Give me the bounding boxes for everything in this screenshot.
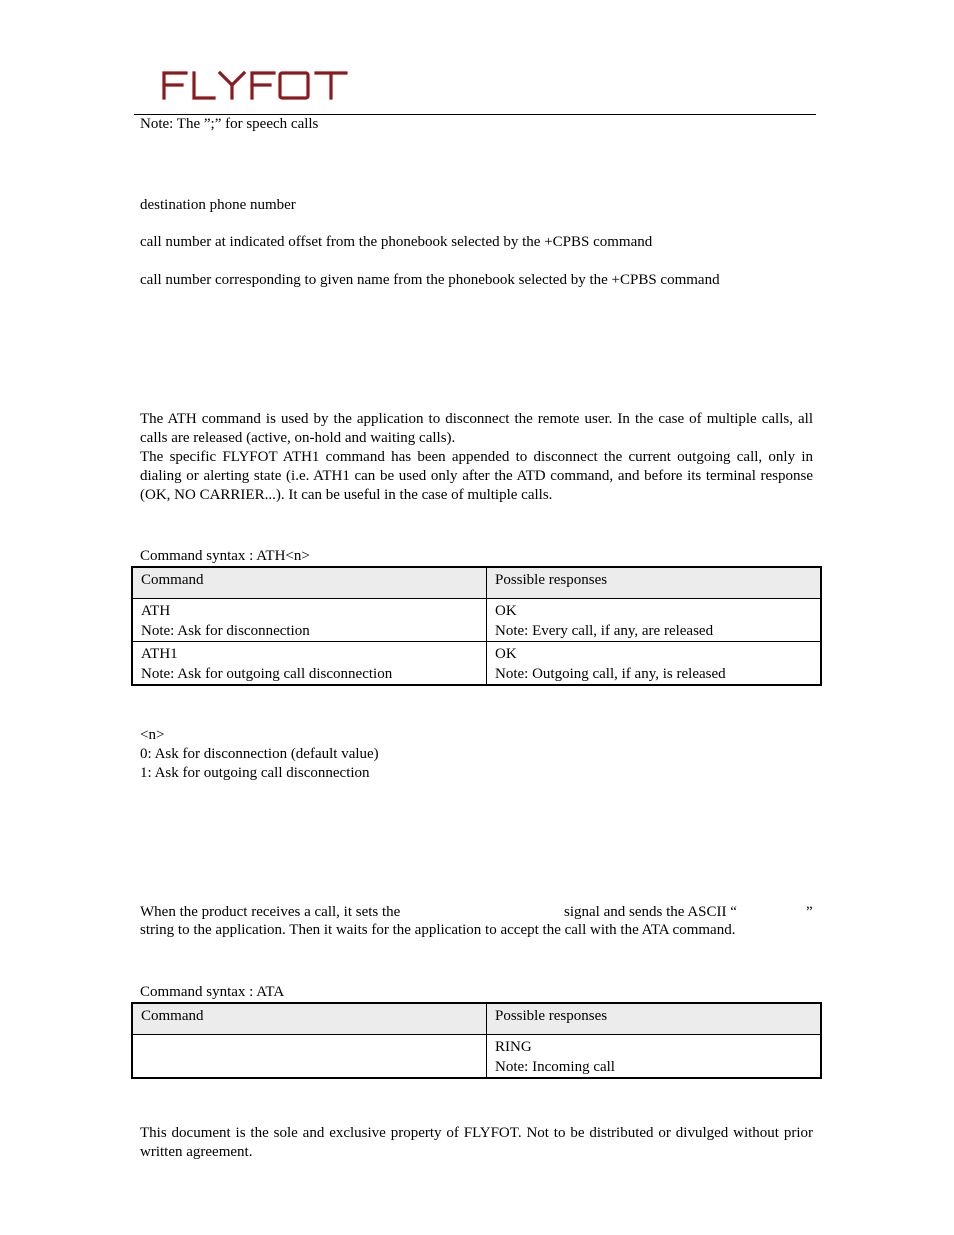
ata-syntax: Command syntax : ATA <box>140 984 285 1000</box>
table-header-row <box>132 567 821 599</box>
speech-call-note: Note: The ”;” for speech calls <box>140 116 319 132</box>
param-item-phonebook-offset: call number at indicated offset from the phonebook selected by the +CPBS command <box>140 234 653 250</box>
param-name: <n> <box>140 727 165 743</box>
command-text: ATH <box>141 603 171 619</box>
response-text: OK <box>495 646 517 662</box>
command-note: Note: Ask for outgoing call disconnection <box>141 666 393 682</box>
param-value-0: 0: Ask for disconnection (default value) <box>140 746 379 762</box>
command-cell <box>132 599 487 642</box>
param-value-1: 1: Ask for outgoing call disconnection <box>140 765 370 781</box>
response-text: OK <box>495 603 517 619</box>
header-responses: Possible responses <box>487 1003 822 1035</box>
table-row <box>132 642 821 686</box>
ata-sentence-part-1: When the product receives a call, it sets the <box>140 904 401 920</box>
response-note: Note: Incoming call <box>495 1059 615 1075</box>
table-row <box>132 599 821 642</box>
param-item-phonebook-name: call number corresponding to given name from the phonebook selected by the +CPBS command <box>140 272 720 288</box>
ath-paragraph-2: The specific FLYFOT ATH1 command has been appended to disconnect the current outgoing call, only in dialing or alerting state (i.e. ATH1 can be used only after the ATD command, and before its terminal response (OK, NO CARRIER...). It can be useful in the case of multiple calls. <box>140 449 813 503</box>
ath-description <box>140 410 813 505</box>
ath-command-table <box>131 566 822 686</box>
header-command: Command <box>132 1003 487 1035</box>
ata-sentence-line-2: string to the application. Then it waits for the application to accept the call with the ATA command. <box>140 922 736 938</box>
param-item-phone-number: destination phone number <box>140 197 296 213</box>
response-note: Note: Outgoing call, if any, is released <box>495 666 726 682</box>
ath-syntax: Command syntax : ATH<n> <box>140 548 310 564</box>
response-note: Note: Every call, if any, are released <box>495 623 714 639</box>
ata-sentence-part-3: ” <box>806 904 813 920</box>
command-cell <box>132 1035 487 1079</box>
ata-command-table <box>131 1002 822 1079</box>
ath-paragraph-1: The ATH command is used by the application to disconnect the remote user. In the case of multiple calls, all calls are released (active, on-hold and waiting calls). <box>140 411 813 446</box>
response-cell <box>487 1035 822 1079</box>
ata-sentence-line-1 <box>140 903 813 922</box>
flyfot-logo <box>160 68 350 102</box>
ata-sentence-part-2: signal and sends the ASCII “ <box>564 904 737 920</box>
response-text: RING <box>495 1039 532 1055</box>
table-header-row <box>132 1003 821 1035</box>
response-cell <box>487 642 822 686</box>
header-command: Command <box>132 567 487 599</box>
command-note: Note: Ask for disconnection <box>141 623 310 639</box>
command-cell <box>132 642 487 686</box>
footer-disclaimer: This document is the sole and exclusive property of FLYFOT. Not to be distributed or divulged without prior written agreement. <box>140 1125 813 1160</box>
header-responses: Possible responses <box>487 567 822 599</box>
command-text: ATH1 <box>141 646 178 662</box>
response-cell <box>487 599 822 642</box>
table-row <box>132 1035 821 1079</box>
